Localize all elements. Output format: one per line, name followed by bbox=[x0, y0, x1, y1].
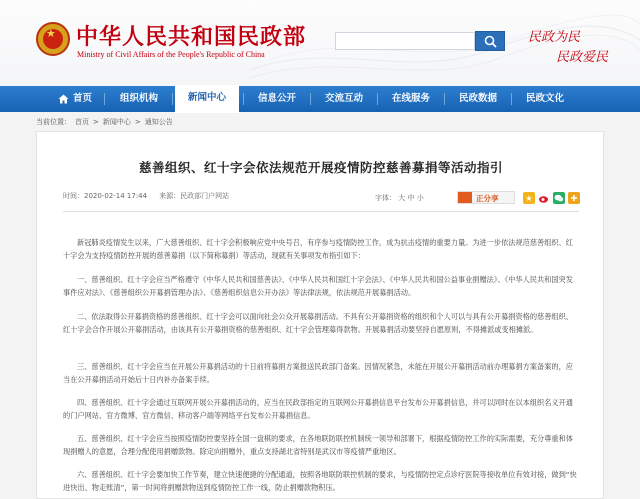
breadcrumb-news-center[interactable]: 新闻中心 bbox=[102, 118, 131, 126]
search-input[interactable] bbox=[335, 32, 475, 50]
national-emblem-icon[interactable]: ★ bbox=[36, 22, 70, 56]
nav-divider bbox=[243, 93, 244, 105]
nav-divider bbox=[310, 93, 311, 105]
site-name-en: Ministry of Civil Affairs of the People's Republic of China bbox=[77, 50, 265, 59]
nav-divider bbox=[377, 93, 378, 105]
article-source: 来源：民政部门户网站 bbox=[159, 192, 230, 200]
font-size-large[interactable]: 大 bbox=[398, 194, 406, 202]
article-paragraph-6 bbox=[63, 468, 579, 494]
paragraph-text: 三、慈善组织、红十字会应当在开展公开募捐活动的十日前将募捐方案报送民政部门备案。因情况紧急，未能在开展公开募捐活动前办理募捐方案备案的，应当在公开募捐活动开始后十日内补办备案手续。 bbox=[63, 362, 573, 384]
article-divider bbox=[63, 211, 579, 212]
nav-divider bbox=[104, 93, 105, 105]
nav-item-culture[interactable]: 民政文化 bbox=[525, 93, 564, 104]
slogan-line-1: 民政为民 bbox=[528, 30, 581, 45]
nav-item-info-disclosure[interactable]: 信息公开 bbox=[257, 93, 296, 104]
share-score-label: 正分享 bbox=[476, 194, 499, 203]
article-paragraph-1 bbox=[63, 273, 579, 299]
nav-item-home[interactable] bbox=[50, 86, 100, 112]
share-more-icon[interactable] bbox=[568, 192, 580, 204]
breadcrumb bbox=[36, 117, 177, 127]
paragraph-text: 新冠肺炎疫情发生以来，广大慈善组织、红十字会积极响应党中央号召，有序参与疫情防控工作，成为抗击疫情的重要力量。为进一步依法规范慈善组织、红十字会为支持疫情防控开展的慈善募捐（以下简称募捐）等活动，现就有关事项发布指引如下： bbox=[63, 238, 573, 260]
search-button[interactable] bbox=[475, 31, 505, 51]
slogan-line-2: 民政爱民 bbox=[556, 50, 609, 65]
site-name-cn[interactable]: 中华人民共和国民政部 bbox=[76, 24, 307, 50]
font-size-medium[interactable]: 中 bbox=[407, 194, 415, 202]
breadcrumb-separator: > bbox=[134, 118, 141, 126]
paragraph-text: 一、慈善组织、红十字会应当严格遵守《中华人民共和国慈善法》、《中华人民共和国红十字会法》、《中华人民共和国公益事业捐赠法》、《中华人民共和国突发事件应对法》、《慈善组织公开募捐管理办法》、《慈善组织信息公开办法》等法律法规，依法规范开展募捐活动。 bbox=[63, 275, 573, 297]
font-size-label: 字体： bbox=[375, 194, 396, 202]
article-paragraph-4 bbox=[63, 396, 579, 422]
nav-divider bbox=[444, 93, 445, 105]
paragraph-text: 五、慈善组织、红十字会应当按照疫情防控要坚持全国一盘棋的要求，在各地联防联控机制统一领导和部署下，根据疫情防控工作的实际需要，充分尊重和体现捐赠人的意愿，合理分配使用捐赠款物。除定向捐赠外，重点支持湖北省特别是武汉市等疫情严重地区。 bbox=[63, 434, 573, 456]
breadcrumb-prefix: 当前位置： bbox=[36, 118, 71, 126]
font-size-small[interactable]: 小 bbox=[416, 194, 424, 202]
article-paragraph-2 bbox=[63, 310, 579, 336]
search-icon bbox=[484, 35, 497, 48]
main-nav bbox=[0, 86, 640, 112]
nav-item-news-center[interactable]: 新闻中心 bbox=[175, 85, 239, 113]
nav-divider bbox=[511, 93, 512, 105]
nav-item-interaction[interactable]: 交流互动 bbox=[324, 93, 363, 104]
share-weibo-icon[interactable] bbox=[538, 192, 550, 204]
font-size-control bbox=[375, 193, 424, 203]
article-title: 慈善组织、红十字会依法规范开展疫情防控慈善募捐等活动指引 bbox=[138, 160, 503, 175]
nav-item-data[interactable]: 民政数据 bbox=[458, 93, 497, 104]
article-paragraph-intro bbox=[63, 236, 579, 262]
article-paragraph-5 bbox=[63, 432, 579, 458]
share-score-marker bbox=[458, 192, 472, 203]
nav-item-online-service[interactable]: 在线服务 bbox=[391, 93, 430, 104]
article-panel bbox=[36, 131, 604, 499]
paragraph-text: 六、慈善组织、红十字会要加快工作节奏，建立快速便捷的分配通道，按照各地联防联控机制的要求，与疫情防控定点诊疗医院等接收单位有效对接，做到“快进快出、物走账清”，第一时间将捐赠款物送到疫情防控工作一线，防止捐赠款物积压。 bbox=[63, 470, 577, 492]
article-time: 时间：2020-02-14 17:44 bbox=[63, 192, 148, 200]
site-header bbox=[0, 0, 640, 86]
breadcrumb-notices[interactable]: 通知公告 bbox=[144, 118, 173, 126]
home-icon bbox=[58, 94, 69, 104]
breadcrumb-home[interactable]: 首页 bbox=[75, 118, 89, 126]
share-qzone-icon[interactable] bbox=[523, 192, 535, 204]
breadcrumb-separator: > bbox=[93, 118, 99, 126]
paragraph-text: 二、依法取得公开募捐资格的慈善组织、红十字会可以面向社会公众开展募捐活动。不具有公开募捐资格的组织和个人可以与具有公开募捐资格的慈善组织、红十字会合作开展公开募捐活动，由该具有公开募捐资格的慈善组织、红十字会管理募得款物。开展募捐活动要坚持自愿原则，不得摊派或变相摊派。 bbox=[63, 312, 573, 334]
share-wechat-icon[interactable] bbox=[553, 192, 565, 204]
article-paragraph-3 bbox=[63, 360, 579, 386]
svg-text:★: ★ bbox=[525, 194, 533, 203]
nav-divider bbox=[172, 93, 173, 105]
paragraph-text: 四、慈善组织、红十字会通过互联网开展公开募捐活动的，应当在民政部指定的互联网公开募捐信息平台发布公开募捐信息，并可以同时在以本组织名义开通的门户网站、官方微博、官方微信、移动客户端等网络平台发布公开募捐信息。 bbox=[63, 398, 573, 420]
nav-item-organization[interactable]: 组织机构 bbox=[119, 93, 158, 104]
nav-label: 首页 bbox=[72, 93, 92, 104]
share-score-badge[interactable] bbox=[457, 191, 515, 204]
article-meta bbox=[63, 191, 229, 201]
